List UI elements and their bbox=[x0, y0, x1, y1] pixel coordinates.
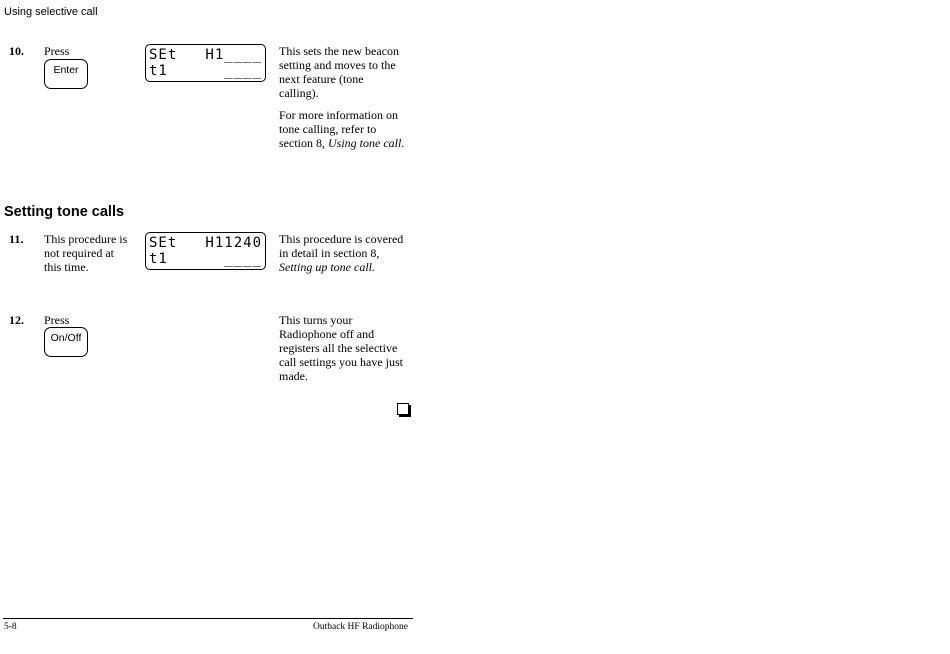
lcd-line-2 bbox=[149, 252, 262, 268]
step-number: 12. bbox=[9, 313, 24, 327]
lcd-line-2 bbox=[149, 64, 262, 80]
on-off-key[interactable]: On/Off bbox=[44, 327, 88, 357]
lcd-display bbox=[145, 232, 266, 270]
end-of-section-box-icon bbox=[397, 403, 409, 415]
section-reference: Setting up tone call. bbox=[279, 260, 375, 274]
footer-product-name: Outback HF Radiophone bbox=[313, 622, 408, 632]
lcd-line-2-left: t1 bbox=[149, 251, 168, 267]
lcd-line-1 bbox=[149, 48, 262, 64]
step-number: 11. bbox=[9, 232, 24, 246]
lcd-display bbox=[145, 44, 266, 82]
lcd-line-2-right: ____ bbox=[224, 63, 262, 79]
section-reference: Using tone call. bbox=[328, 136, 405, 150]
description-paragraph: This turns your Radiophone off and registers all the selective call settings you have just made. bbox=[279, 313, 403, 383]
description-text: This procedure is covered in detail in section 8, bbox=[279, 232, 404, 260]
running-header: Using selective call bbox=[4, 6, 98, 18]
description-paragraph: This sets the new beacon setting and moves to the next feature (tone calling). bbox=[279, 44, 399, 100]
lcd-line-2-right: ____ bbox=[224, 251, 262, 267]
lcd-line-1-left: SEt bbox=[149, 47, 178, 63]
step-instruction: Press bbox=[44, 44, 70, 58]
section-heading: Setting tone calls bbox=[4, 204, 125, 220]
page-number: 5-8 bbox=[4, 622, 17, 632]
step-instruction: This procedure is not required at this time. bbox=[44, 232, 128, 274]
footer-rule bbox=[3, 618, 413, 619]
step-instruction: Press bbox=[44, 313, 70, 327]
lcd-line-1 bbox=[149, 236, 262, 252]
lcd-line-1-right: H11240 bbox=[205, 235, 262, 251]
enter-key[interactable]: Enter bbox=[44, 59, 88, 89]
step-description bbox=[279, 44, 405, 158]
lcd-line-1-right: H1____ bbox=[205, 47, 262, 63]
lcd-line-1-left: SEt bbox=[149, 235, 178, 251]
lcd-line-2-left: t1 bbox=[149, 63, 168, 79]
step-description bbox=[279, 313, 405, 391]
step-description bbox=[279, 232, 405, 282]
description-paragraph bbox=[279, 232, 405, 274]
description-paragraph bbox=[279, 108, 405, 150]
step-number: 10. bbox=[9, 44, 24, 58]
description-text: For more information on tone calling, refer to section 8, bbox=[279, 108, 398, 150]
